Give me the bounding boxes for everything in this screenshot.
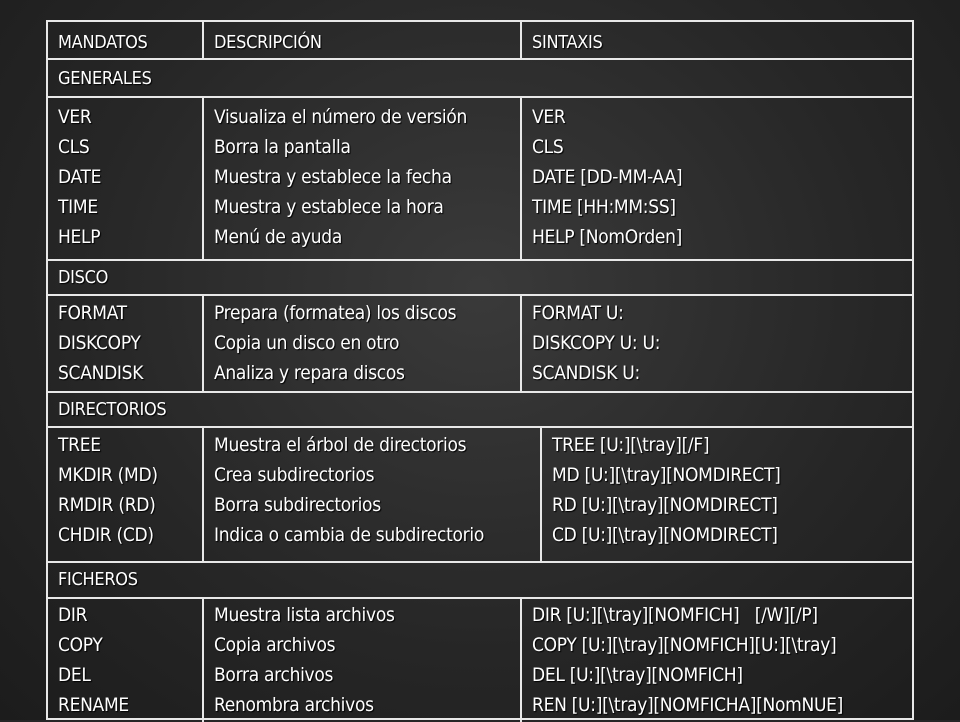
header-label: DESCRIPCIÓN — [214, 32, 322, 53]
command-description: Crea subdirectorios — [214, 464, 375, 486]
command-name: DEL — [58, 664, 91, 686]
section-title-row — [48, 393, 912, 428]
header-label: SINTAXIS — [532, 32, 603, 53]
section-body-row — [48, 296, 912, 393]
section-title-row — [48, 60, 912, 98]
section-title-row — [48, 261, 912, 296]
command-description: Borra subdirectorios — [214, 494, 381, 516]
command-syntax: REN [U:][\tray][NOMFICHA][NomNUE] — [532, 694, 844, 716]
syntax-cell — [520, 296, 912, 391]
header-cell-descripcion — [202, 22, 520, 58]
section-title: DISCO — [58, 267, 109, 288]
command-name: DATE — [58, 166, 102, 188]
command-name: DIR — [58, 604, 88, 626]
commands-cell — [48, 599, 202, 722]
descriptions-cell — [202, 428, 540, 561]
section-title: FICHEROS — [58, 569, 138, 590]
command-syntax: DIR [U:][\tray][NOMFICH] [/W][/P] — [532, 604, 818, 626]
syntax-cell — [540, 428, 912, 561]
command-syntax: DISKCOPY U: U: — [532, 332, 661, 354]
command-name: COPY — [58, 634, 103, 656]
command-name: CLS — [58, 136, 90, 158]
commands-cell — [48, 428, 202, 561]
command-description: Copia un disco en otro — [214, 332, 400, 354]
section-title-cell — [48, 261, 912, 294]
command-description: Muestra el árbol de directorios — [214, 434, 467, 456]
command-description: Indica o cambia de subdirectorio — [214, 524, 485, 546]
section-title-row — [48, 563, 912, 599]
command-description: Muestra y establece la fecha — [214, 166, 452, 188]
command-description: Muestra lista archivos — [214, 604, 395, 626]
command-syntax: SCANDISK U: — [532, 362, 640, 384]
section-body-row — [48, 599, 912, 722]
command-syntax: CLS — [532, 136, 564, 158]
section-body-row — [48, 98, 912, 261]
command-description: Renombra archivos — [214, 694, 374, 716]
commands-cell — [48, 296, 202, 391]
descriptions-cell — [202, 296, 520, 391]
command-name: MKDIR (MD) — [58, 464, 158, 486]
command-syntax: HELP [NomOrden] — [532, 226, 682, 248]
command-syntax: CD [U:][\tray][NOMDIRECT] — [552, 524, 778, 546]
command-syntax: COPY [U:][\tray][NOMFICH][U:][\tray] — [532, 634, 837, 656]
command-name: TIME — [58, 196, 98, 218]
command-name: RMDIR (RD) — [58, 494, 156, 516]
command-name: RENAME — [58, 694, 129, 716]
command-name: VER — [58, 106, 92, 128]
command-description: Analiza y repara discos — [214, 362, 405, 384]
command-name: FORMAT — [58, 302, 127, 324]
syntax-cell — [520, 599, 912, 722]
command-description: Muestra y establece la hora — [214, 196, 444, 218]
command-name: SCANDISK — [58, 362, 144, 384]
command-description: Visualiza el número de versión — [214, 106, 468, 128]
section-title-cell — [48, 563, 912, 597]
command-description: Prepara (formatea) los discos — [214, 302, 457, 324]
header-cell-sintaxis — [520, 22, 912, 58]
section-title: GENERALES — [58, 68, 152, 89]
command-description: Menú de ayuda — [214, 226, 343, 248]
command-syntax: VER — [532, 106, 566, 128]
command-syntax: TREE [U:][\tray][/F] — [552, 434, 710, 456]
table-header-row — [48, 22, 912, 60]
command-name: DISKCOPY — [58, 332, 141, 354]
commands-table — [46, 20, 914, 720]
section-title: DIRECTORIOS — [58, 399, 167, 420]
command-syntax: RD [U:][\tray][NOMDIRECT] — [552, 494, 778, 516]
command-syntax: TIME [HH:MM:SS] — [532, 196, 676, 218]
descriptions-cell — [202, 98, 520, 259]
command-syntax: DATE [DD-MM-AA] — [532, 166, 683, 188]
header-cell-mandatos — [48, 22, 202, 58]
descriptions-cell — [202, 599, 520, 722]
command-description: Borra archivos — [214, 664, 334, 686]
command-name: TREE — [58, 434, 101, 456]
command-description: Borra la pantalla — [214, 136, 351, 158]
command-syntax: MD [U:][\tray][NOMDIRECT] — [552, 464, 781, 486]
section-body-row — [48, 428, 912, 563]
commands-cell — [48, 98, 202, 259]
command-syntax: DEL [U:][\tray][NOMFICH] — [532, 664, 743, 686]
section-title-cell — [48, 393, 912, 426]
section-title-cell — [48, 60, 912, 96]
command-name: HELP — [58, 226, 101, 248]
command-description: Copia archivos — [214, 634, 336, 656]
header-label: MANDATOS — [58, 32, 148, 53]
command-name: CHDIR (CD) — [58, 524, 154, 546]
syntax-cell — [520, 98, 912, 259]
command-syntax: FORMAT U: — [532, 302, 624, 324]
